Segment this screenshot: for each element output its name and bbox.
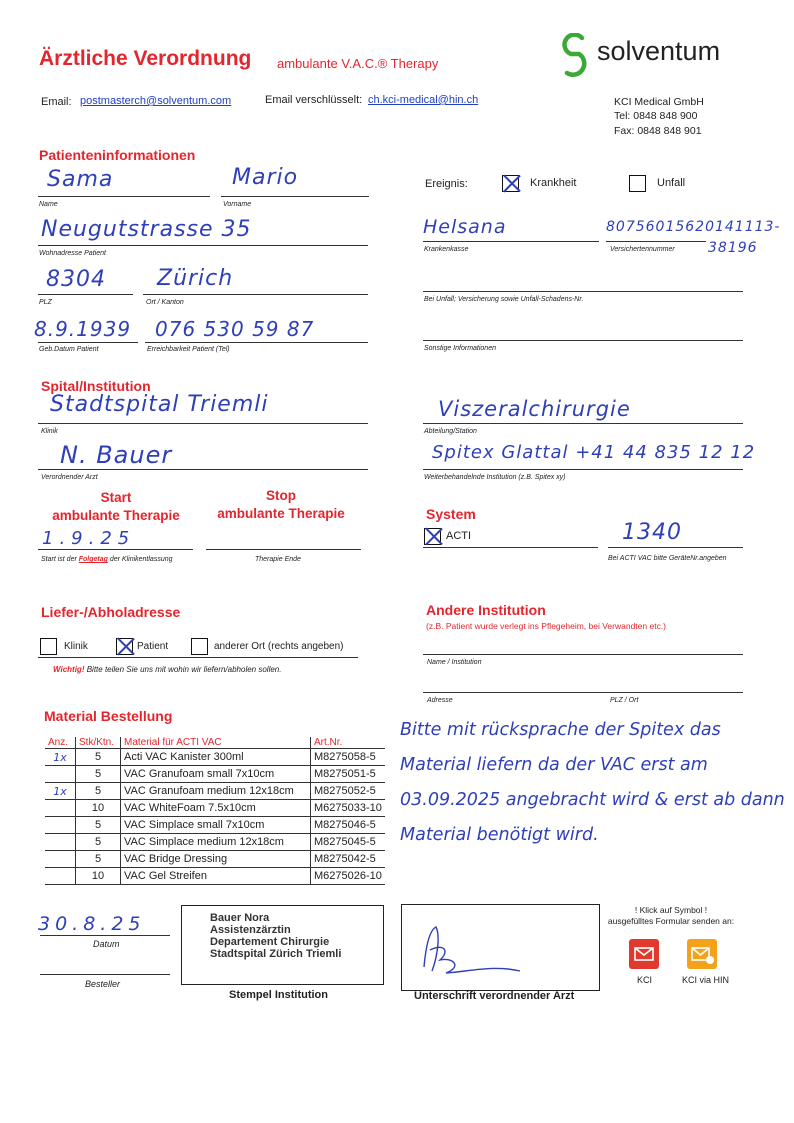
signature-box[interactable]	[401, 904, 600, 991]
department-value[interactable]: Viszeralchirurgie	[438, 397, 631, 421]
table-row[interactable]: 10 VAC WhiteFoam 7.5x10cm M6275033-10	[45, 800, 385, 817]
table-row[interactable]: 1x 5 Acti VAC Kanister 300ml M8275058-5	[45, 749, 385, 766]
patient-name-value[interactable]: Sama	[47, 167, 114, 192]
email-label: Email:	[41, 96, 72, 108]
event-illness-checkbox[interactable]	[502, 175, 519, 192]
delivery-note: Wichtig! Bitte teilen Sie uns mit wohin wir liefern/abholen sollen.	[53, 665, 282, 674]
patient-firstname-value[interactable]: Mario	[232, 165, 299, 190]
patient-address-value[interactable]: Neugutstrasse 35	[41, 217, 252, 242]
acti-label: ACTI	[446, 530, 472, 542]
doctor-value[interactable]: N. Bauer	[60, 441, 173, 469]
followup-institution-value[interactable]: Spitex Glattal +41 44 835 12 12	[432, 442, 756, 463]
delivery-section-title: Liefer-/Abholadresse	[41, 604, 181, 620]
clinic-value[interactable]: Stadtspital Triemli	[50, 392, 269, 417]
mail-hin-icon[interactable]	[687, 939, 717, 969]
table-row[interactable]: 10 VAC Gel Streifen M6275026-10	[45, 868, 385, 885]
event-accident-checkbox[interactable]	[629, 175, 646, 192]
company-tel: Tel: 0848 848 900	[614, 110, 698, 122]
table-row[interactable]: 5 VAC Simplace small 7x10cm M8275046-5	[45, 817, 385, 834]
stamp-label: Stempel Institution	[229, 989, 328, 1001]
event-accident-label: Unfall	[657, 177, 686, 189]
patient-plz-value[interactable]: 8304	[46, 267, 106, 292]
insurance-label: Krankenkasse	[424, 246, 469, 253]
col-artnr: Art.Nr.	[311, 737, 385, 749]
stop-date-label: Therapie Ende	[255, 556, 301, 563]
patient-address-label: Wohnadresse Patient	[39, 250, 106, 257]
device-number-value[interactable]: 1340	[622, 520, 682, 545]
kci-label: KCI	[637, 975, 653, 985]
device-number-label: Bei ACTI VAC bitte GeräteNr.angeben	[608, 555, 727, 562]
order-date-value[interactable]: 30.8.25	[38, 913, 146, 935]
other-institution-subtitle: (z.B. Patient wurde verlegt ins Pflegeheim, bei Verwandten etc.)	[426, 621, 667, 631]
event-illness-label: Krankheit	[530, 177, 577, 189]
patient-phone-value[interactable]: 076 530 59 87	[155, 317, 315, 341]
patient-name-label: Name	[39, 201, 58, 208]
insurance-number-cont[interactable]: 38196	[708, 240, 758, 256]
other-address-label: Adresse	[427, 697, 453, 704]
table-row[interactable]: 5 VAC Bridge Dressing M8275042-5	[45, 851, 385, 868]
material-section-title: Material Bestellung	[44, 708, 173, 724]
clinic-label: Klinik	[41, 428, 58, 435]
company-name: KCI Medical GmbH	[614, 96, 704, 108]
insurance-value[interactable]: Helsana	[423, 216, 507, 238]
insurance-number-label: Versichertennummer	[610, 246, 675, 253]
delivery-clinic-checkbox[interactable]	[40, 638, 57, 655]
institution-stamp: Bauer Nora Assistenzärztin Departement Chirurgie Stadtspital Zürich Triemli	[181, 905, 384, 985]
signature-label: Unterschrift verordnender Arzt	[414, 990, 575, 1002]
other-plz-label: PLZ / Ort	[610, 697, 639, 704]
email-encrypted-link[interactable]: ch.kci-medical@hin.ch	[368, 94, 479, 106]
kci-hin-label: KCI via HIN	[682, 975, 730, 985]
order-date-label: Datum	[93, 939, 120, 949]
department-label: Abteilung/Station	[424, 428, 477, 435]
other-info-label: Sonstige Informationen	[424, 345, 496, 352]
start-date-value[interactable]: 1.9.25	[42, 528, 136, 549]
patient-plz-label: PLZ	[39, 299, 52, 306]
col-pack: Stk/Ktn.	[76, 737, 121, 749]
table-row[interactable]: 1x 5 VAC Granufoam medium 12x18cm M8275052-5	[45, 783, 385, 800]
table-row[interactable]: 5 VAC Simplace medium 12x18cm M8275045-5	[45, 834, 385, 851]
patient-dob-value[interactable]: 8.9.1939	[34, 317, 132, 341]
patient-phone-label: Erreichbarkeit Patient (Tel)	[147, 346, 230, 353]
solventum-logo	[557, 33, 593, 84]
material-table	[45, 737, 385, 885]
other-institution-title: Andere Institution	[426, 602, 546, 618]
stop-therapy-title: Stop ambulante Therapie	[217, 488, 345, 521]
followup-institution-label: Weiterbehandelnde Institution (z.B. Spitex xy)	[424, 474, 566, 481]
start-date-label: Start ist der Folgetag der Klinikentlassung	[41, 556, 173, 563]
patient-city-value[interactable]: Zürich	[157, 266, 234, 291]
email-link[interactable]: postmasterch@solventum.com	[80, 95, 232, 107]
other-name-label: Name / Institution	[427, 659, 482, 666]
insurance-number-value[interactable]: 80756015620141113-	[606, 219, 781, 235]
delivery-clinic-label: Klinik	[64, 641, 88, 652]
acti-checkbox[interactable]	[424, 528, 441, 545]
patient-city-label: Ort / Kanton	[146, 299, 184, 306]
doctor-label: Verordnender Arzt	[41, 474, 98, 481]
form-subtitle: ambulante V.A.C.® Therapy	[277, 56, 439, 71]
orderer-label: Besteller	[85, 979, 121, 989]
col-qty: Anz.	[45, 737, 76, 749]
hospital-section-title: Spital/Institution	[41, 378, 151, 394]
send-instructions: ! Klick auf Symbol ! ausgefülltes Formular senden an:	[607, 905, 735, 926]
patient-firstname-label: Vorname	[223, 201, 252, 208]
start-therapy-title: Start ambulante Therapie	[52, 490, 180, 523]
col-material: Material für ACTI VAC	[121, 737, 311, 749]
delivery-patient-checkbox[interactable]	[116, 638, 133, 655]
event-label: Ereignis:	[425, 178, 468, 190]
brand-name: solventum	[597, 36, 721, 66]
material-note-handwritten[interactable]: Bitte mit rücksprache der Spitex das Material liefern da der VAC erst am 03.09.2025 angebracht wird & erst ab dann Material benötigt wird.	[400, 720, 785, 845]
delivery-other-checkbox[interactable]	[191, 638, 208, 655]
delivery-patient-label: Patient	[137, 641, 169, 652]
form-title: Ärztliche Verordnung	[39, 47, 252, 70]
signature-drawing	[402, 905, 599, 990]
patient-section-title: Patienteninformationen	[39, 147, 196, 163]
table-row[interactable]: 5 VAC Granufoam small 7x10cm M8275051-5	[45, 766, 385, 783]
accident-insurance-label: Bei Unfall; Versicherung sowie Unfall-Schadens-Nr.	[424, 296, 584, 303]
company-fax: Fax: 0848 848 901	[614, 125, 702, 137]
system-title: System	[426, 506, 476, 522]
patient-dob-label: Geb.Datum Patient	[39, 346, 99, 353]
mail-kci-icon[interactable]	[629, 939, 659, 969]
delivery-other-label: anderer Ort (rechts angeben)	[214, 641, 344, 652]
email-encrypted-label: Email verschlüsselt:	[265, 94, 363, 106]
